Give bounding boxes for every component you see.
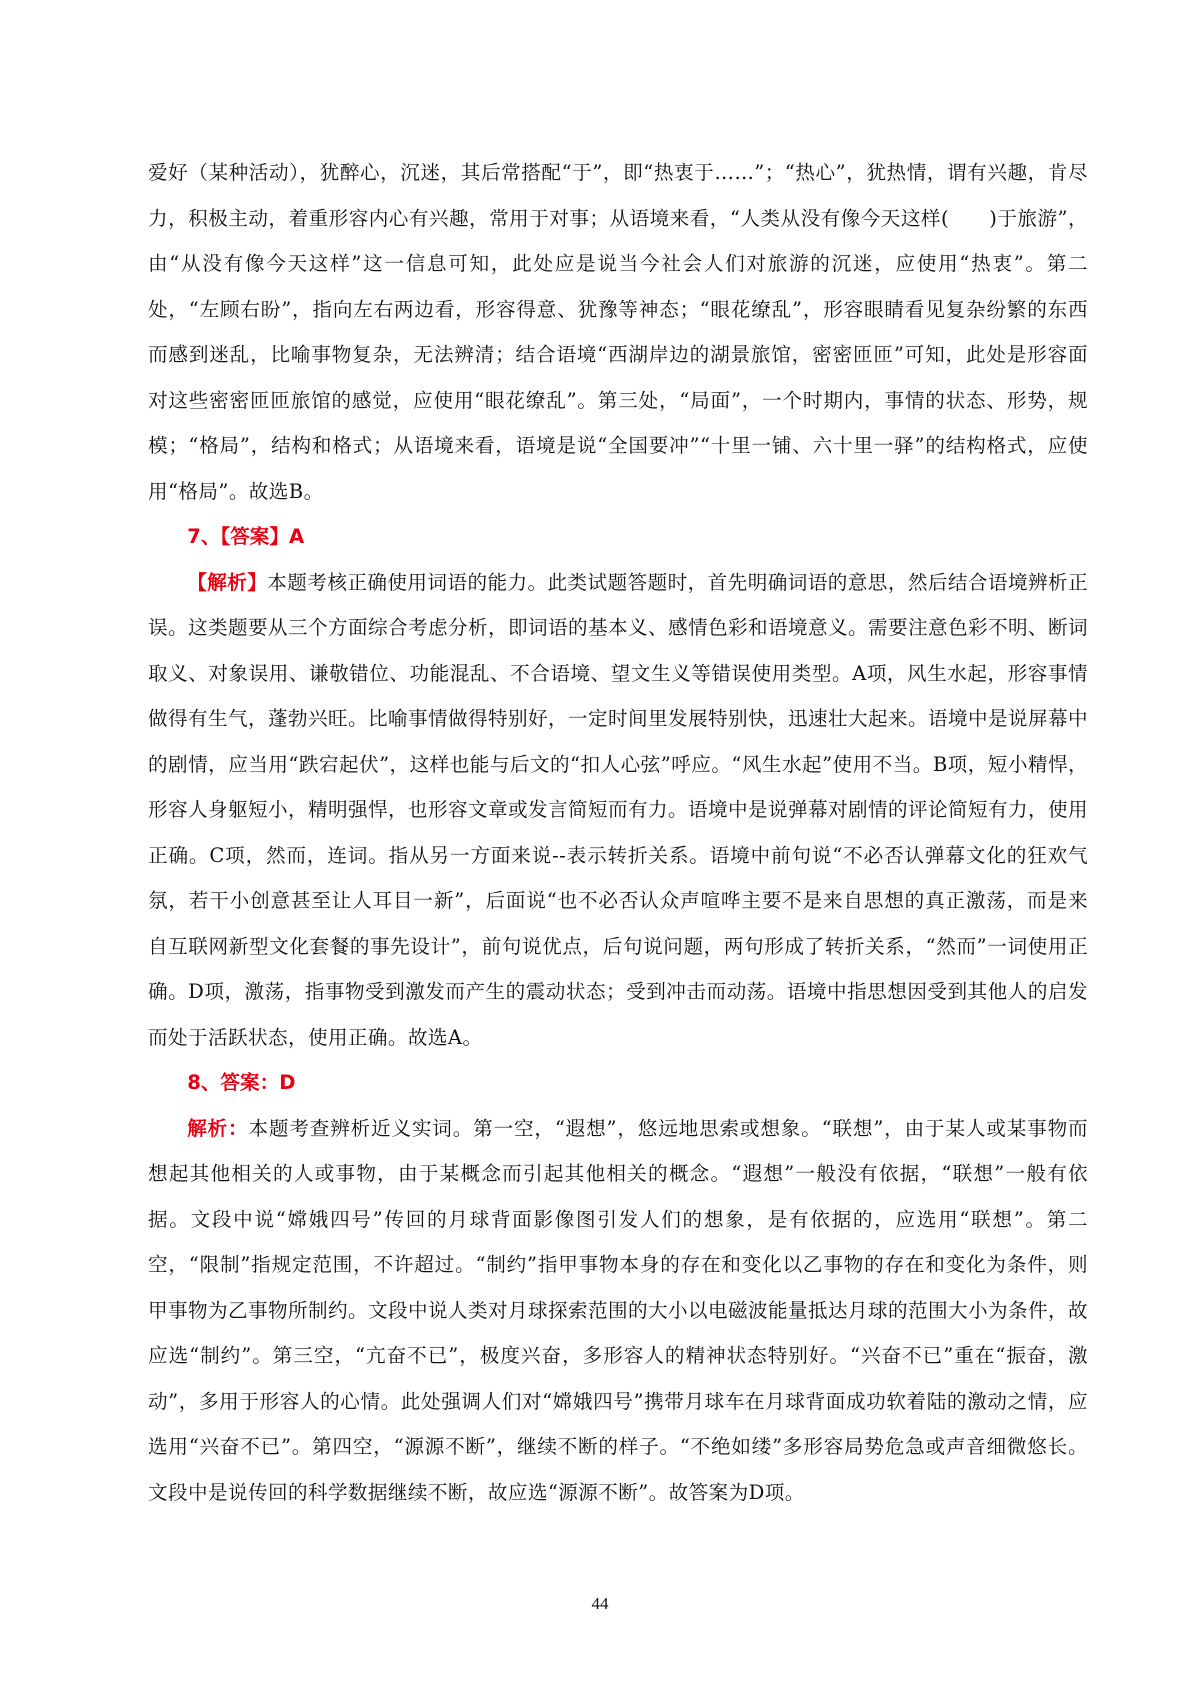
q8-analysis-label: 解析： (187, 1116, 249, 1140)
page-content (148, 150, 1088, 1515)
q7-answer-heading: 7、【答案】A (187, 525, 305, 548)
q8-answer-heading: 8、答案：D (187, 1071, 296, 1094)
q8-analysis-paragraph (148, 1106, 1088, 1516)
q7-analysis-paragraph (148, 560, 1088, 1061)
q8-analysis-text: 本题考查辨析近义实词。第一空，“遐想”，悠远地思索或想象。“联想”，由于某人或某事物而想起其他相关的人或事物，由于某概念而引起其他相关的概念。“遐想”一般没有依据，“联想”一般有依据。文段中说“嫦娥四号”传回的月球背面影像图引发人们的想象，是有依据的，应选用“联想”。第二空，“限制”指规定范围，不许超过。“制约”指甲事物本身的存在和变化以乙事物的存在和变化为条件，则甲事物为乙事物所制约。文段中说人类对月球探索范围的大小以电磁波能量抵达月球的范围大小为条件，故应选“制约”。第三空，“亢奋不已”，极度兴奋，多形容人的精神状态特别好。“兴奋不已”重在“振奋，激动”，多用于形容人的心情。此处强调人们对“嫦娥四号”携带月球车在月球背面成功软着陆的激动之情，应选用“兴奋不已”。第四空，“源源不断”，继续不断的样子。“不绝如缕”多形容局势危急或声音细微悠长。文段中是说传回的科学数据继续不断，故应选“源源不断”。故答案为D项。 (148, 1116, 1088, 1504)
continuation-paragraph: 爱好（某种活动），犹醉心，沉迷，其后常搭配“于”，即“热衷于……”；“热心”，犹热情，谓有兴趣，肯尽力，积极主动，着重形容内心有兴趣，常用于对事；从语境来看，“人类从没有像今天这样( )于旅游”，由“从没有像今天这样”这一信息可知，此处应是说当今社会人们对旅游的沉迷，应使用“热衷”。第二处，“左顾右盼”，指向左右两边看，形容得意、犹豫等神态；“眼花缭乱”，形容眼睛看见复杂纷繁的东西而感到迷乱，比喻事物复杂，无法辨清；结合语境“西湖岸边的湖景旅馆，密密匝匝”可知，此处是形容面对这些密密匝匝旅馆的感觉，应使用“眼花缭乱”。第三处，“局面”，一个时期内，事情的状态、形势，规模；“格局”，结构和格式；从语境来看，语境是说“全国要冲”“十里一铺、六十里一驿”的结构格式，应使用“格局”。故选B。 (148, 161, 1088, 503)
q7-analysis-text: 本题考核正确使用词语的能力。此类试题答题时，首先明确词语的意思，然后结合语境辨析正误。这类题要从三个方面综合考虑分析，即词语的基本义、感情色彩和语境意义。需要注意色彩不明、断词取义、对象误用、谦敬错位、功能混乱、不合语境、望文生义等错误使用类型。A项，风生水起，形容事情做得有生气，蓬勃兴旺。比喻事情做得特别好，一定时间里发展特别快，迅速壮大起来。语境中是说屏幕中的剧情，应当用“跌宕起伏”，这样也能与后文的“扣人心弦”呼应。“风生水起”使用不当。B项，短小精悍，形容人身躯短小，精明强悍，也形容文章或发言简短而有力。语境中是说弹幕对剧情的评论简短有力，使用正确。C项，然而，连词。指从另一方面来说--表示转折关系。语境中前句说“不必否认弹幕文化的狂欢气氛，若干小创意甚至让人耳目一新”，后面说“也不必否认众声喧哗主要不是来自思想的真正激荡，而是来自互联网新型文化套餐的事先设计”，前句说优点，后句说问题，两句形成了转折关系，“然而”一词使用正确。D项，激荡，指事物受到激发而产生的震动状态；受到冲击而动荡。语境中指思想因受到其他人的启发而处于活跃状态，使用正确。故选A。 (148, 570, 1088, 1049)
q7-analysis-label: 【解析】 (187, 570, 268, 594)
page-number: 44 (591, 1594, 609, 1613)
